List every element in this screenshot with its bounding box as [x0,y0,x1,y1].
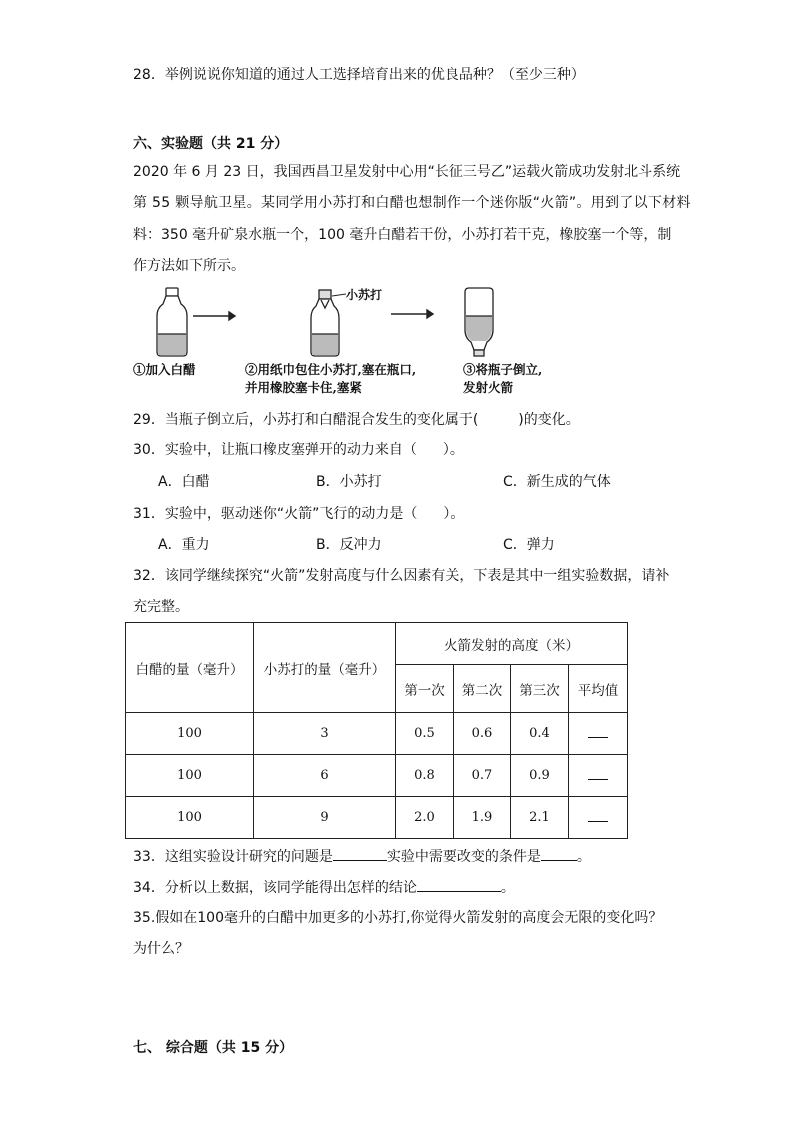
step-2-caption-line-2: 并用橡胶塞卡住,塞紧 [245,380,362,395]
header-height: 火箭发射的高度（米） [396,623,628,665]
question-33-end: 。 [576,849,591,865]
intro-line-1: 2020 年 6 月 23 日，我国西昌卫星发射中心用“长征三号乙”运载火箭成功发射北斗系统 [133,164,681,180]
cell-h1: 2.0 [396,797,454,839]
cell-h1: 0.5 [396,713,454,755]
question-29-tail: )的变化。 [518,412,580,428]
question-33 [133,846,591,867]
bottle-with-vinegar-icon [157,288,187,356]
cell-h3: 0.4 [511,713,569,755]
q30-option-b[interactable]: B．小苏打 [316,474,382,490]
question-31-close: ）。 [443,506,465,522]
answer-blank-34[interactable] [417,877,501,892]
cell-vinegar: 100 [126,797,254,839]
cell-h1: 0.8 [396,755,454,797]
rocket-procedure-figure [133,286,553,398]
cell-h2: 0.7 [454,755,511,797]
cell-average-blank[interactable] [569,797,628,839]
intro-line-3: 料：350 毫升矿泉水瓶一个，100 毫升白醋若干份，小苏打若干克，橡胶塞一个等，制 [133,227,672,243]
cell-average-blank[interactable] [569,755,628,797]
arrow-right-icon-2 [391,310,433,318]
question-33-text-b: 实验中需要改变的条件是 [386,849,541,865]
q31-option-a[interactable]: A．重力 [158,537,210,553]
question-33-text-a: 33．这组实验设计研究的问题是 [133,849,333,865]
step-3-caption-line-1: ③将瓶子倒立, [463,362,543,377]
question-29 [133,410,580,430]
question-29-text: 29．当瓶子倒立后，小苏打和白醋混合发生的变化属于( [133,412,479,428]
header-average: 平均值 [569,665,628,713]
question-34-text: 34．分析以上数据，该同学能得出怎样的结论 [133,880,417,896]
cell-vinegar: 100 [126,755,254,797]
arrow-right-icon-1 [193,312,235,320]
question-32-line-1: 32．该同学继续探究“火箭”发射高度与什么因素有关，下表是其中一组实验数据，请补 [133,568,670,584]
section-7-title: 七、 综合题（共 15 分） [133,1040,294,1056]
section-6-title: 六、实验题（共 21 分） [133,136,289,152]
question-28: 28．举例说说你知道的通过人工选择培育出来的优良品种？（至少三种） [133,67,585,83]
question-32-line-2: 充完整。 [133,599,189,615]
header-second: 第二次 [454,665,511,713]
question-31-text: 31．实验中，驱动迷你“火箭”飞行的动力是（ [133,506,418,522]
question-30-text: 30．实验中，让瓶口橡皮塞弹开的动力来自（ [133,442,417,458]
table-row [126,755,628,797]
header-first: 第一次 [396,665,454,713]
cell-soda: 3 [254,713,396,755]
table-row [126,797,628,839]
inverted-bottle-icon [465,288,493,356]
table-row [126,713,628,755]
question-35-line-2: 为什么？ [133,941,189,957]
cell-h3: 2.1 [511,797,569,839]
intro-line-2: 第 55 颗导航卫星。某同学用小苏打和白醋也想制作一个迷你版“火箭”。用到了以下材料 [133,195,691,211]
question-34 [133,877,515,898]
step-2-caption-line-1: ②用纸巾包住小苏打,塞在瓶口, [245,362,417,377]
q31-option-c[interactable]: C．弹力 [503,537,555,553]
question-34-end: 。 [500,880,515,896]
q30-option-a[interactable]: A．白醋 [158,474,210,490]
cell-soda: 6 [254,755,396,797]
intro-line-4: 作方法如下所示。 [133,258,245,274]
rocket-height-table [125,622,628,839]
header-soda: 小苏打的量（毫升） [254,623,396,713]
header-vinegar: 白醋的量（毫升） [126,623,254,713]
q30-option-c[interactable]: C．新生成的气体 [503,474,611,490]
cell-h2: 1.9 [454,797,511,839]
q31-option-b[interactable]: B．反冲力 [316,537,382,553]
question-31 [133,504,464,524]
header-third: 第三次 [511,665,569,713]
cell-soda: 9 [254,797,396,839]
cell-h3: 0.9 [511,755,569,797]
bottle-with-soda-icon [311,290,346,356]
answer-blank-33b[interactable] [541,846,577,861]
question-30-close: ）。 [442,442,464,458]
question-35-line-1: 35.假如在100毫升的白醋中加更多的小苏打,你觉得火箭发射的高度会无限的变化吗？ [133,910,663,926]
question-30 [133,440,464,460]
cell-average-blank[interactable] [569,713,628,755]
step-3-caption-line-2: 发射火箭 [463,380,514,395]
cell-h2: 0.6 [454,713,511,755]
cell-vinegar: 100 [126,713,254,755]
answer-blank-33a[interactable] [333,846,387,861]
soda-label: 小苏打 [346,288,383,302]
step-1-caption: ①加入白醋 [133,362,196,377]
